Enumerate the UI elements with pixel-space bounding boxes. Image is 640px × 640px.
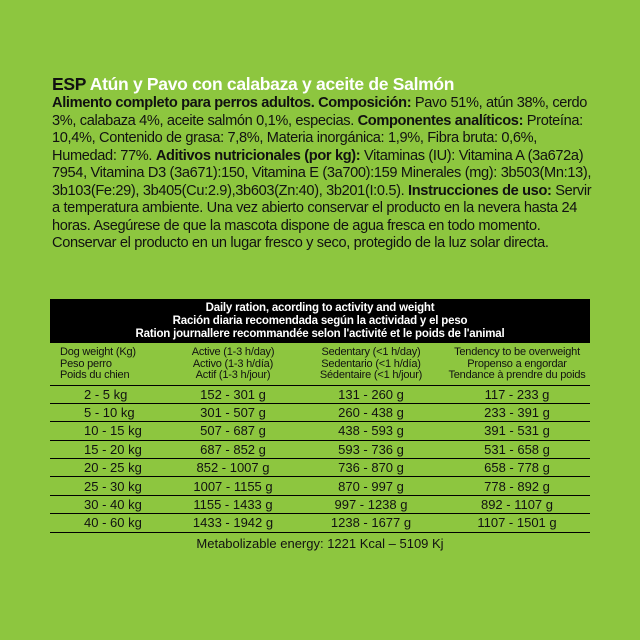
product-title xyxy=(52,74,602,95)
composition-value: Pavo 51%, atún 38%, cerdo 3%, calabaza 4%, aceite salmón 0,1%, especias. xyxy=(52,95,588,129)
table-row: 10 - 15 kg 507 - 687 g 438 - 593 g 391 - 531 g xyxy=(50,422,590,440)
table-row: 15 - 20 kg 687 - 852 g 593 - 736 g 531 - 658 g xyxy=(50,440,590,458)
composition-text xyxy=(52,74,602,253)
column-headers xyxy=(50,343,590,385)
table-row: 25 - 30 kg 1007 - 1155 g 870 - 997 g 778 - 892 g xyxy=(50,477,590,495)
column-header-active: Active (1-3 h/day) Activo (1-3 h/día) Actif (1-3 h/jour) xyxy=(168,343,298,385)
table-header xyxy=(50,299,590,343)
daily-ration-table xyxy=(50,299,590,551)
composition-body xyxy=(52,95,602,253)
table-row: 30 - 40 kg 1155 - 1433 g 997 - 1238 g 892 - 1107 g xyxy=(50,495,590,513)
column-header-overweight: Tendency to be overweight Propenso a engordar Tendance à prendre du poids xyxy=(444,343,590,385)
product-name: Atún y Pavo con calabaza y aceite de Salmón xyxy=(89,74,455,94)
instructions-label: Instrucciones de uso: xyxy=(408,182,552,199)
table-row: 40 - 60 kg 1433 - 1942 g 1238 - 1677 g 1107 - 1501 g xyxy=(50,514,590,532)
table-row: 5 - 10 kg 301 - 507 g 260 - 438 g 233 - 391 g xyxy=(50,403,590,421)
instructions-value: Servir a temperatura ambiente. Una vez abierto conservar el producto en la nevera hasta 24 horas. Asegúrese de que la mascota dispone de agua fresca en todo momento. Conservar el producto en un lugar fresco y seco, protegido de la luz solar directa. xyxy=(52,182,592,251)
column-header-weight: Dog weight (Kg) Peso perro Poids du chien xyxy=(50,343,168,385)
language-code: ESP xyxy=(52,74,86,94)
column-header-sedentary: Sedentary (<1 h/day) Sedentario (<1 h/día) Sédentaire (<1 h/jour) xyxy=(298,343,444,385)
header-spanish: Ración diaria recomendada según la actividad y el peso xyxy=(172,315,468,327)
table-row: 2 - 5 kg 152 - 301 g 131 - 260 g 117 - 233 g xyxy=(50,385,590,403)
additives-label: Aditivos nutricionales (por kg): xyxy=(155,147,361,164)
header-english: Daily ration, acording to activity and weight xyxy=(205,302,435,314)
ration-grid xyxy=(50,343,590,533)
metabolizable-energy: Metabolizable energy: 1221 Kcal – 5109 Kj xyxy=(196,535,444,551)
analytical-value: Proteína: 10,4%, Contenido de grasa: 7,8%, Materia inorgánica: 1,9%, Fibra bruta: 0,6%, Humedad: 77%. xyxy=(52,112,583,164)
header-french: Ration journallere recommandée selon l'activité et le poids de l'animal xyxy=(135,328,505,340)
analytical-label: Componentes analíticos: xyxy=(357,112,524,129)
composition-label: Alimento completo para perros adultos. Composición: xyxy=(52,95,412,111)
additives-value: Vitaminas (IU): Vitamina A (3a672a) 7954, Vitamina D3 (3a671):150, Vitamina E (3a700):159 Minerales (mg): 3b503(Mn:13), 3b103(Fe:29), 3b405(Cu:2.9),3b603(Zn:40), 3b201(I:0.5). xyxy=(52,147,592,199)
table-row: 20 - 25 kg 852 - 1007 g 736 - 870 g 658 - 778 g xyxy=(50,459,590,477)
